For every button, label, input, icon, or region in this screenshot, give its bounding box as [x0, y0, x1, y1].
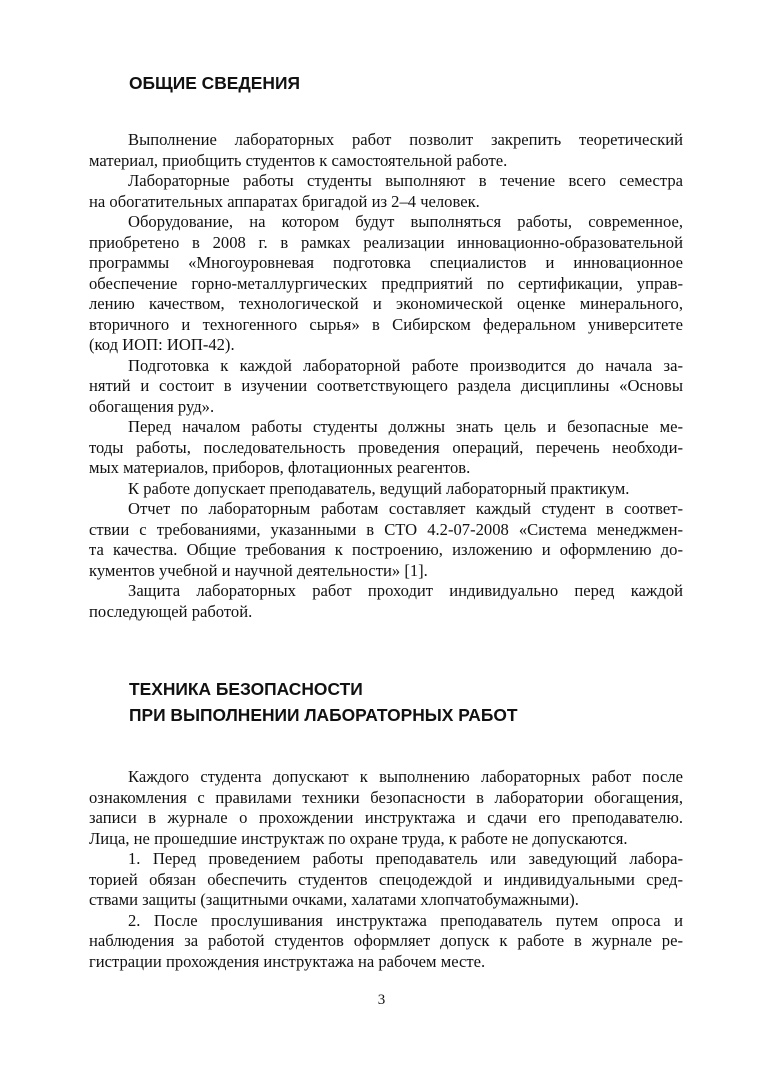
text-line: нятий и состоит в изучении соответствующего раздела дисциплины «Основы — [89, 376, 683, 395]
section-heading-general-info — [129, 70, 300, 96]
section-heading-safety — [129, 676, 518, 728]
text-line: 2. После прослушивания инструктажа преподаватель путем опроса и — [128, 910, 683, 930]
text-line: Оборудование, на котором будут выполняться работы, современное, — [128, 212, 683, 231]
text-line: материал, приобщить студентов к самостоятельной работе. — [89, 150, 508, 170]
text-line: тоды работы, последовательность проведения операций, перечень необходи- — [89, 437, 683, 457]
paragraph — [89, 581, 683, 622]
text-line: гистрации прохождения инструктажа на рабочем месте. — [89, 951, 486, 971]
paragraph — [89, 356, 683, 418]
text-line: Лица, не прошедшие инструктаж по охране труда, к работе не допускаются. — [89, 828, 628, 848]
text-line: 1. Перед проведением работы преподаватель или заведующий лабора- — [128, 849, 683, 868]
text-line: К работе допускает преподаватель, ведущий лабораторный практикум. — [128, 478, 630, 498]
paragraph — [89, 849, 683, 911]
text-line: кументов учебной и научной деятельности» [1]. — [89, 560, 428, 580]
text-line: вторичного и техногенного сырья» в Сибирском федеральном университете — [89, 314, 683, 334]
text-line: Подготовка к каждой лабораторной работе производится до начала за- — [128, 355, 683, 375]
text-line: торией обязан обеспечить студентов спецодеждой и индивидуальными сред- — [89, 869, 683, 889]
text-line: ознакомления с правилами техники безопасности в лаборатории обогащения, — [89, 787, 683, 807]
text-line: ствами защиты (защитными очками, халатами хлопчатобумажными). — [89, 890, 579, 909]
text-line: Лабораторные работы студенты выполняют в течение всего семестра — [128, 171, 683, 190]
text-line: мых материалов, приборов, флотационных реагентов. — [89, 458, 471, 477]
paragraph — [89, 479, 683, 500]
text-line: Защита лабораторных работ проходит индивидуально перед каждой — [128, 581, 683, 600]
text-line: последующей работой. — [89, 601, 253, 621]
paragraph — [89, 171, 683, 212]
text-line: Отчет по лабораторным работам составляет каждый студент в соответ- — [128, 499, 683, 518]
general-info-body — [89, 130, 683, 622]
text-line: программы «Многоуровневая подготовка специалистов и инновационное — [89, 253, 683, 272]
text-line: обеспечение горно-металлургических предприятий по сертификации, управ- — [89, 273, 683, 293]
heading-line: ОБЩИЕ СВЕДЕНИЯ — [129, 73, 300, 93]
text-line: лению качеством, технологической и экономической оценке минерального, — [89, 294, 683, 313]
text-line: ствии с требованиями, указанными в СТО 4.2-07-2008 «Система менеджмен- — [89, 519, 683, 539]
text-line: обогащения руд». — [89, 396, 215, 416]
text-line: Выполнение лабораторных работ позволит закрепить теоретический — [128, 130, 683, 149]
text-line: наблюдения за работой студентов оформляет допуск к работе в журнале ре- — [89, 931, 683, 950]
text-line: (код ИОП: ИОП-42). — [89, 335, 235, 354]
paragraph — [89, 130, 683, 171]
paragraph — [89, 417, 683, 479]
text-line: та качества. Общие требования к построению, изложению и оформлению до- — [89, 540, 683, 559]
text-line: Каждого студента допускают к выполнению лабораторных работ после — [128, 767, 683, 786]
safety-body — [89, 767, 683, 972]
page-number: 3 — [377, 992, 386, 1008]
heading-line: ПРИ ВЫПОЛНЕНИИ ЛАБОРАТОРНЫХ РАБОТ — [129, 705, 518, 725]
text-line: приобретено в 2008 г. в рамках реализации инновационно-образовательной — [89, 232, 683, 252]
text-line: записи в журнале о прохождении инструктажа и сдачи его преподавателю. — [89, 808, 683, 827]
paragraph — [89, 212, 683, 356]
paragraph — [89, 911, 683, 973]
paragraph — [89, 767, 683, 849]
text-line: на обогатительных аппаратах бригадой из 2–4 человек. — [89, 191, 480, 211]
paragraph — [89, 499, 683, 581]
text-line: Перед началом работы студенты должны знать цель и безопасные ме- — [128, 417, 683, 436]
heading-line: ТЕХНИКА БЕЗОПАСНОСТИ — [129, 679, 363, 699]
